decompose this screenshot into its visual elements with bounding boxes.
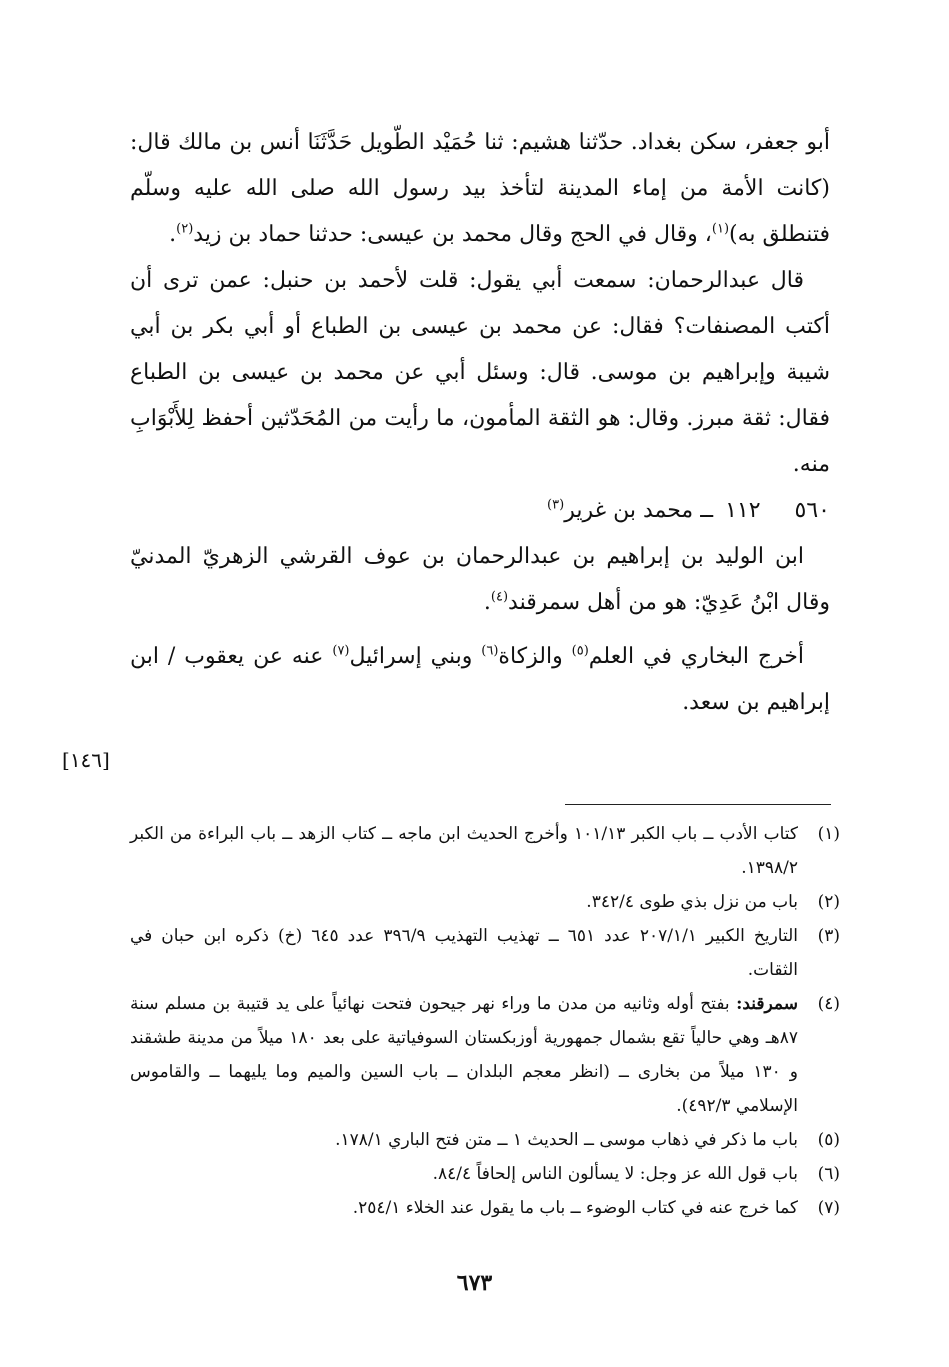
paragraph-3: ابن الوليد بن إبراهيم بن عبدالرحمان بن عوف القرشي الزهريّ المدنيّ وقال ابْنُ عَدِيّ: هو من أهل سمرقند$^{(٤)}$. — [130, 544, 830, 615]
footnote-ref-1[interactable]: (١) — [711, 221, 730, 237]
paragraph-4: أخرج البخاري في العلم$^{(٥)}$ والزكاة$^{(٦)}$ وبني إسرائيل$^{(٧)}$ عنه عن يعقوب / ابن إبراهيم بن سعد. — [130, 643, 830, 715]
footnote-ref-7[interactable]: (٧) — [332, 643, 350, 659]
footnote-ref-5[interactable]: (٥) — [571, 643, 589, 659]
entry-dash: ــ — [700, 498, 714, 523]
entry-name-wrap — [547, 488, 713, 534]
paragraph-1: أبو جعفر، سكن بغداد. حدّثنا هشيم: ثنا حُمَيْد الطّويل حَدَّثَنَا أنس بن مالك قال: (كانت الأمة من إماء المدينة لتأخذ بيد رسول الله صلى الله عليه وسلّم فتنطلق به)$^{(١)}$، وقال في الحج وقال محمد بن عيسى: حدثنا حماد بن زيد$^{(٢)}$. — [130, 130, 830, 247]
entry-number: ٥٦٠ — [794, 498, 830, 523]
paragraph-2: قال عبدالرحمان: سمعت أبي يقول: قلت لأحمد بن حنبل: عمن ترى أن أكتب المصنفات؟ فقال: عن محمد بن عيسى بن الطباع أو أبي بكر بن أبي شيبة وإبراهيم بن موسى. قال: وسئل أبي عن محمد بن عيسى بن الطباع فقال: ثقة مبرز. وقال: هو الثقة المأمون، ما رأيت من المُحَدّثين أحفظ لِلأَبْوَابِ منه. — [130, 268, 830, 477]
footnote-5: (٥) باب ما ذكر في ذهاب موسى ــ الحديث ١ ــ متن فتح الباري ١٧٨/١. — [335, 1130, 840, 1150]
footnote-separator — [565, 804, 831, 805]
footnote-ref-2[interactable]: (٢) — [176, 221, 194, 237]
footnote-ref-4[interactable]: (٤) — [490, 589, 509, 605]
footnote-7: (٧) كما خرج عنه في كتاب الوضوء ــ باب ما يقول عند الخلاء ٢٥٤/١. — [352, 1198, 840, 1218]
entry-sub-number: ١١٢ — [725, 498, 761, 523]
footnote-1: (١) كتاب الأدب ــ باب الكبر ١٠١/١٣ وأخرج الحديث ابن ماجه ــ كتاب الزهد ــ باب البراءة من الكبر ١٣٩٨/٢. — [130, 824, 840, 878]
entry-name: محمد بن غرير — [564, 498, 694, 523]
margin-page-marker: [١٤٦] — [62, 748, 110, 772]
page-number: ٦٧٣ — [456, 1270, 493, 1296]
footnote-6: (٦) باب قول الله عز وجل: لا يسألون الناس إلحافاً ٨٤/٤. — [432, 1164, 840, 1184]
footnote-4: (٤) سمرقند: بفتح أوله وثانيه من مدن ما وراء نهر جيحون فتحت نهائياً على يد قتيبة بن مسلم سنة ٨٧هـ وهي حالياً تقع بشمال جمهورية أوزبكستان السوفياتية على بعد ١٨٠ ميلاً من مدينة طشقند و ١٣٠ ميلاً من بخارى ــ (انظر معجم البلدان ــ باب السين والميم وما يليهما ــ والقاموس الإسلامي ٤٩٢/٣). — [130, 994, 840, 1116]
footnotes — [130, 817, 840, 1225]
footnote-2: (٢) باب من نزل بذي طوى ٣٤٢/٤. — [586, 892, 840, 912]
entry-heading — [130, 488, 830, 534]
footnote-3: (٣) التاريخ الكبير ٢٠٧/١/١ عدد ٦٥١ ــ تهذيب التهذيب ٣٩٦/٩ عدد ٦٤٥ (خ) ذكره ابن حبان في الثقات. — [130, 926, 840, 980]
footnote-ref-6[interactable]: (٦) — [481, 643, 499, 659]
footnote-ref-3[interactable]: (٣) — [547, 497, 565, 513]
footnote-4-lead: سمرقند: — [736, 994, 798, 1014]
main-text — [130, 120, 830, 726]
